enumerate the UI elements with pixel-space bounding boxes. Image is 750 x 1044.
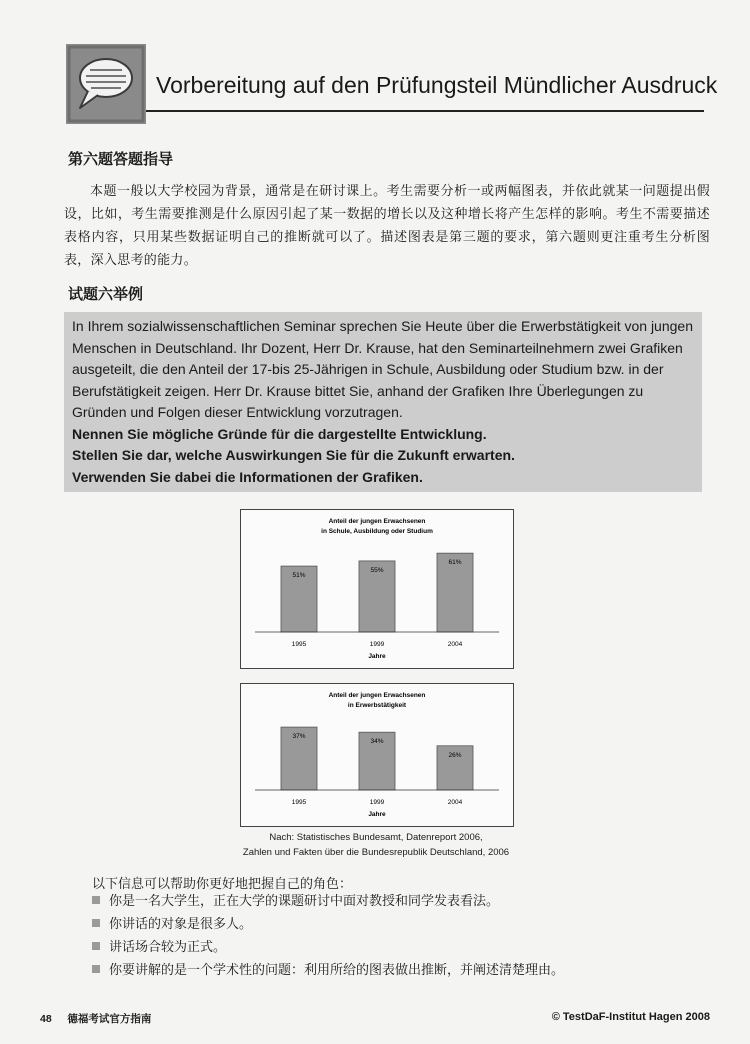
copyright: © TestDaF-Institut Hagen 2008 — [551, 1011, 710, 1023]
chart-employment-svg — [241, 684, 513, 826]
chart-source — [200, 830, 552, 860]
page-title: Vorbereitung auf den Prüfungsteil Mündlicher Ausdruck — [156, 72, 718, 98]
data-label: 26% — [448, 751, 462, 759]
task-text-block — [72, 316, 698, 488]
data-label: 51% — [292, 572, 306, 580]
data-label: 37% — [292, 733, 306, 741]
example-heading: 试题六举例 — [68, 285, 144, 303]
tick-label: 1995 — [291, 641, 307, 648]
chart-subtitle: in Schule, Ausbildung oder Studium — [321, 528, 433, 535]
list-item-text: 你讲话的对象是很多人。 — [109, 917, 253, 932]
tick-label: 1999 — [369, 799, 385, 806]
guide-heading: 第六题答题指导 — [68, 150, 174, 168]
source-line: Zahlen und Fakten über die Bundesrepublik Deutschland, 2006 — [242, 847, 510, 858]
square-bullet-icon — [92, 896, 100, 904]
tick-label: 2004 — [447, 641, 463, 648]
info-intro: 以下信息可以帮助你更好地把握自己的角色： — [92, 877, 353, 892]
tick-label: 1995 — [291, 799, 307, 806]
task-instruction: Nennen Sie mögliche Gründe für die dargestellte Entwicklung. — [72, 425, 487, 442]
tick-label: 1999 — [369, 641, 385, 648]
chart-employment — [240, 683, 514, 827]
chart-subtitle: in Erwerbstätigkeit — [347, 702, 407, 709]
list-item — [92, 892, 564, 915]
chart-education-svg — [241, 510, 513, 668]
speech-bubble-icon — [66, 44, 146, 124]
list-item — [92, 915, 564, 938]
title-underline — [146, 110, 704, 112]
list-item-text: 讲话场合较为正式。 — [109, 940, 227, 955]
section-logo — [66, 44, 146, 124]
tick-label: 2004 — [447, 799, 463, 806]
square-bullet-icon — [92, 942, 100, 950]
info-list — [92, 892, 564, 984]
square-bullet-icon — [92, 965, 100, 973]
chart-title: Anteil der jungen Erwachsenen — [328, 518, 426, 525]
task-description: In Ihrem sozialwissenschaftlichen Seminar sprechen Sie Heute über die Erwerbstätigkeit von jungen Menschen in Deutschland. Ihr Dozent, Herr Dr. Krause, hat den Seminarteilnehmern zwei Grafiken ausgeteilt, die den Anteil der 17-bis 25-Jährigen in Schule, Ausbildung oder Studium bzw. in der Berufstätigkeit zeigen. Herr Dr. Krause bittet Sie, anhand der Grafiken Ihre Überlegungen zu Gründen und Folgen dieser Entwicklung vorzutragen. — [72, 318, 693, 420]
page-number: 48 — [40, 1013, 52, 1025]
task-instruction: Stellen Sie dar, welche Auswirkungen Sie für die Zukunft erwarten. — [72, 447, 515, 463]
list-item-text: 你要讲解的是一个学术性的问题：利用所给的图表做出推断，并阐述清楚理由。 — [109, 963, 565, 978]
list-item — [92, 961, 564, 984]
data-label: 55% — [370, 566, 384, 574]
data-label: 61% — [448, 559, 462, 567]
guide-paragraph: 本题一般以大学校园为背景，通常是在研讨课上。考生需要分析一或两幅图表，并依此就某一问题提出假设，比如，考生需要推测是什么原因引起了某一数据的增长以及这种增长将产生怎样的影响。考生不需要描述表格内容，只用某些数据证明自己的推断就可以了。描述图表是第三题的要求，第六题则更注重考生分析图表，深入思考的能力。 — [64, 184, 710, 268]
source-line: Nach: Statistisches Bundesamt, Datenreport 2006, — [269, 832, 483, 843]
x-axis-label: Jahre — [368, 653, 386, 660]
list-item-text: 你是一名大学生，正在大学的课题研讨中面对教授和同学发表看法。 — [109, 894, 500, 909]
x-axis-label: Jahre — [368, 811, 386, 818]
task-instruction: Verwenden Sie dabei die Informationen der Grafiken. — [72, 468, 423, 485]
footer-left — [40, 1011, 151, 1026]
chart-education — [240, 509, 514, 669]
chart-title: Anteil der jungen Erwachsenen — [328, 692, 426, 699]
square-bullet-icon — [92, 919, 100, 927]
list-item — [92, 938, 564, 961]
book-title: 德福考试官方指南 — [67, 1013, 152, 1025]
data-label: 34% — [370, 738, 384, 746]
